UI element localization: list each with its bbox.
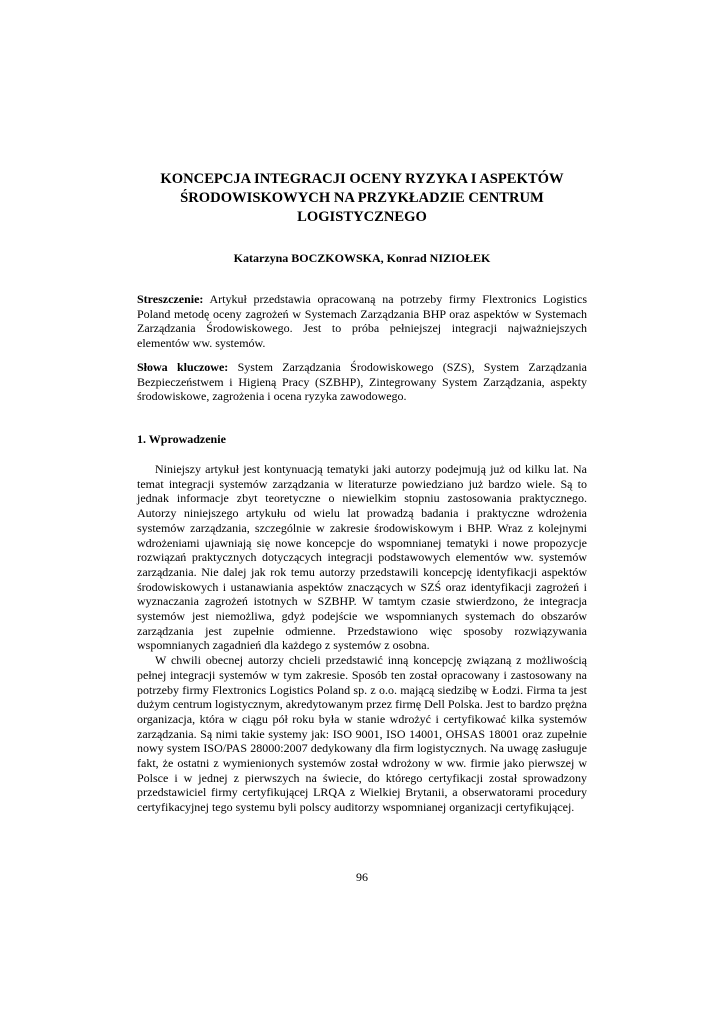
body-paragraph-1: Niniejszy artykuł jest kontynuacją tematyki jaki autorzy podejmują już od kilku lat. Na temat integracji systemów zarządzania w literaturze powiedziano już bardzo wiele. Są to jednak informacje zbyt teoretyczne o niewielkim stopniu zastosowania praktycznego. Autorzy niniejszego artykułu od wielu lat prowadzą badania i praktyczne wdrożenia systemów zarządzania, szczególnie w zakresie środowiskowym i BHP. Wraz z kolejnymi wdrożeniami ujawniają się nowe koncepcje do wspomnianej tematyki i nowe propozycje rozwiązań praktycznych dotyczących integracji podstawowych elementów ww. systemów zarządzania. Nie dalej jak rok temu autorzy przedstawili koncepcję identyfikacji aspektów środowiskowych i ustanawiania aspektów znaczących w SZŚ oraz identyfikacji zagrożeń i wyznaczania zagrożeń istotnych w SZBHP. W tamtym czasie stwierdzono, że integracja systemów jest niemożliwa, gdyż podejście we wspomnianych systemach do obszarów zarządzania jest zupełnie odmienne. Przedstawiono więc sposoby rozwiązywania wspomnianych zagadnień dla każdego z systemów z osobna. [137,462,587,653]
paper-authors: Katarzyna BOCZKOWSKA, Konrad NIZIOŁEK [233,251,491,265]
section-body [137,462,587,815]
keywords [137,360,587,404]
section-heading: 1. Wprowadzenie [137,432,226,446]
body-paragraph-2: W chwili obecnej autorzy chcieli przedstawić inną koncepcję związaną z możliwością pełnej integracji systemów w tym zakresie. Sposób ten został opracowany i zastosowany na potrzeby firmy Flextronics Logistics Poland sp. z o.o. mającą siedzibę w Łodzi. Firma ta jest dużym centrum logistycznym, akredytowanym przez firmę Dell Polska. Jest to bardzo prężna organizacja, która w ciągu pół roku była w stanie wdrożyć i certyfikować kilka systemów zarządzania. Są nimi takie systemy jak: ISO 9001, ISO 14001, OHSAS 18001 oraz zupełnie nowy system ISO/PAS 28000:2007 dedykowany dla firm logistycznych. Na uwagę zasługuje fakt, że ostatni z wymienionych systemów został wdrożony w ww. firmie jako pierwszej w Polsce i w jednej z pierwszych na świecie, do którego certyfikacji został sprowadzony przedstawiciel firmy certyfikującej LRQA z Wielkiej Brytanii, a obserwatorami procedury certyfikacyjnej tego systemu byli polscy auditorzy wspomnianej organizacji certyfikującej. [137,653,587,815]
abstract [137,292,587,351]
paper-title: KONCEPCJA INTEGRACJI OCENY RYZYKA I ASPEKTÓW ŚRODOWISKOWYCH NA PRZYKŁADZIE CENTRUM LOGISTYCZNEGO [160,171,564,225]
abstract-label: Streszczenie: [137,292,204,306]
abstract-text: Artykuł przedstawia opracowaną na potrzeby firmy Flextronics Logistics Poland metodę oceny zagrożeń w Systemach Zarządzania BHP oraz aspektów w Systemach Zarządzania Środowiskowego. Jest to próba pełniejszej integracji najważniejszych elementów ww. systemów. [137,292,587,351]
keywords-text: System Zarządzania Środowiskowego (SZS), System Zarządzania Bezpieczeństwem i Higieną Pracy (SZBHP), Zintegrowany System Zarządzania, aspekty środowiskowe, zagrożenia i ocena ryzyka zawodowego. [137,360,587,404]
keywords-label: Słowa kluczowe: [137,360,229,374]
page-number: 96 [356,870,368,884]
